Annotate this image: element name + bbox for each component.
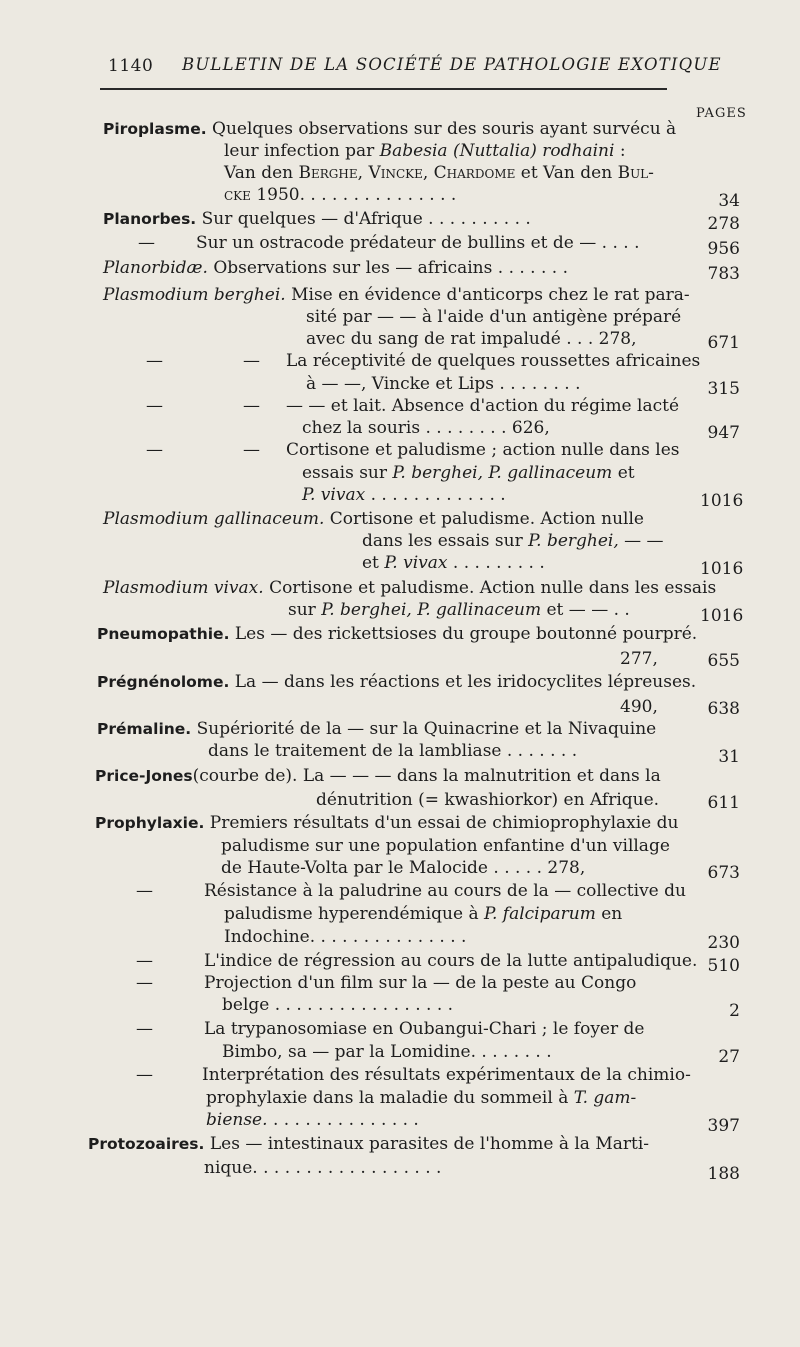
- entry-text: rodhaini: [542, 141, 615, 161]
- page-ref: 188: [707, 1164, 740, 1184]
- entry-text: P. vivax: [384, 553, 448, 573]
- entry-text: en: [601, 904, 623, 924]
- entry-text: biense.: [206, 1110, 268, 1130]
- repeat-dash: —: [243, 351, 260, 371]
- page-ref: 1016: [700, 491, 744, 511]
- entry-prophylaxie-line13: [206, 1087, 636, 1109]
- entry-piroplasme-line4: [224, 184, 456, 206]
- index-term: Protozoaires.: [88, 1135, 205, 1153]
- entry-text: P. berghei, P. gallinaceum: [392, 463, 613, 483]
- entry-prophylaxie-line5: [224, 903, 622, 925]
- page-ref: 947: [707, 423, 740, 443]
- page-ref: 510: [707, 956, 740, 976]
- entry-text: Les — des rickettsioses du groupe boutonné pourpré.: [234, 624, 698, 644]
- page-ref: 671: [707, 333, 740, 353]
- entry-text: Sur quelques — d'Afrique . . . . . . . . . .: [201, 209, 531, 229]
- entry-piroplasme-line2: [224, 140, 626, 162]
- page-ref: 673: [707, 863, 740, 883]
- repeat-dash: —: [138, 233, 155, 253]
- entry-berghei-line9: [302, 462, 635, 484]
- entry-text: P. vivax: [302, 485, 366, 505]
- entry-text: Premiers résultats d'un essai de chimioprophylaxie du: [209, 813, 679, 833]
- entry-pneumopathie-line1: [97, 623, 697, 645]
- entry-text: et: [617, 463, 635, 483]
- entry-vivax-line1: [103, 577, 716, 599]
- entry-text: prophylaxie dans la maladie du sommeil à: [206, 1088, 569, 1108]
- entry-prophylaxie-line3: de Haute-Volta par le Malocide . . . . . 278,: [221, 858, 586, 878]
- entry-text: 1950. . . . . . . . . . . . . . .: [256, 185, 457, 205]
- entry-text: . . . . . . . . .: [452, 553, 545, 573]
- entry-text: Mise en évidence d'anticorps chez le rat para-: [291, 285, 690, 305]
- index-term: Prégnénolome.: [97, 673, 230, 691]
- entry-text: . . . . . . . . . . . . . .: [272, 1110, 419, 1130]
- page-ref: 277,: [620, 649, 658, 669]
- entry-text: . . . . . . . . . . . . .: [370, 485, 506, 505]
- entry-planorbes-line2: Sur un ostracode prédateur de bullins et de — . . . .: [196, 233, 640, 253]
- page-ref: 34: [718, 191, 740, 211]
- entry-text: Observations sur les — africains . . . . . . .: [213, 258, 569, 278]
- entry-text: et: [362, 553, 379, 573]
- entry-text: (courbe de). La — — — dans la malnutrition et dans la: [192, 766, 661, 786]
- index-term: Plasmodium berghei.: [103, 285, 286, 305]
- page-number: 1140: [108, 56, 154, 76]
- author-name: Bul-: [617, 163, 654, 183]
- entry-text: P. berghei,: [528, 531, 619, 551]
- entry-planorbes-line1: [103, 208, 531, 230]
- entry-berghei-line7: chez la souris . . . . . . . . 626,: [302, 418, 550, 438]
- author-name: cke: [224, 185, 251, 205]
- entry-premaline-line1: [97, 718, 656, 740]
- page-ref: 315: [707, 379, 740, 399]
- entry-planorbidae-line1: [103, 257, 568, 279]
- entry-text: :: [619, 141, 626, 161]
- index-term: Planorbidæ.: [103, 258, 208, 278]
- entry-text: Les — intestinaux parasites de l'homme à la Marti-: [209, 1134, 650, 1154]
- entry-text: leur infection par: [224, 141, 375, 161]
- index-term: Piroplasme.: [103, 120, 207, 138]
- entry-text: P. falciparum: [484, 904, 596, 924]
- index-term: Prophylaxie.: [95, 814, 205, 832]
- index-term: Plasmodium vivax.: [103, 578, 264, 598]
- page-ref: 611: [707, 793, 740, 813]
- page-ref: 397: [707, 1116, 740, 1136]
- entry-text: essais sur: [302, 463, 388, 483]
- repeat-dash: —: [136, 1019, 153, 1039]
- index-term: Plasmodium gallinaceum.: [103, 509, 325, 529]
- pages-column-label: PAGES: [696, 106, 747, 121]
- entry-pricejones-line2: dénutrition (= kwashiorkor) en Afrique.: [316, 790, 660, 810]
- repeat-dash: —: [136, 1065, 153, 1085]
- entry-text: La — dans les réactions et les iridocyclites lépreuses.: [234, 672, 697, 692]
- entry-berghei-line5: à — —, Vincke et Lips . . . . . . . .: [306, 374, 581, 394]
- page-ref: 956: [707, 239, 740, 259]
- page-ref: 1016: [700, 606, 744, 626]
- index-term: Price-Jones: [95, 767, 193, 785]
- entry-prophylaxie-line14: [206, 1109, 419, 1131]
- author-name: Vincke,: [368, 163, 429, 183]
- entry-prophylaxie-line9: belge . . . . . . . . . . . . . . . . .: [222, 995, 454, 1015]
- entry-prophylaxie-line10: La trypanosomiase en Oubangui-Chari ; le foyer de: [204, 1019, 645, 1039]
- entry-prophylaxie-line1: [95, 812, 678, 834]
- entry-prophylaxie-line8: Projection d'un film sur la — de la peste au Congo: [204, 973, 637, 993]
- repeat-dash: —: [243, 396, 260, 416]
- page-ref: 2: [729, 1001, 740, 1021]
- journal-title: BULLETIN DE LA SOCIÉTÉ DE PATHOLOGIE EXOTIQUE: [182, 55, 722, 74]
- index-term: Pneumopathie.: [97, 625, 230, 643]
- entry-berghei-line1: [103, 284, 690, 306]
- author-name: Berghe,: [298, 163, 364, 183]
- entry-text: et — — . .: [546, 600, 630, 620]
- entry-text: sur: [288, 600, 316, 620]
- repeat-dash: —: [136, 973, 153, 993]
- entry-berghei-line8: Cortisone et paludisme ; action nulle dans les: [286, 440, 680, 460]
- entry-text: Van den: [224, 163, 294, 183]
- repeat-dash: —: [146, 440, 163, 460]
- page-ref: 31: [718, 747, 740, 767]
- entry-text: T. gam-: [573, 1088, 637, 1108]
- entry-gallinaceum-line3: [362, 552, 545, 574]
- entry-text: Babesia: [379, 141, 448, 161]
- entry-prophylaxie-line6: Indochine. . . . . . . . . . . . . . .: [224, 927, 467, 947]
- entry-premaline-line2: dans le traitement de la lambliase . . . . . . .: [208, 741, 578, 761]
- page-ref: 27: [718, 1047, 740, 1067]
- entry-berghei-line3: avec du sang de rat impaludé . . . 278,: [306, 329, 637, 349]
- entry-berghei-line6: — — et lait. Absence d'action du régime lacté: [286, 396, 680, 416]
- index-term: Prémaline.: [97, 720, 192, 738]
- entry-text: Cortisone et paludisme. Action nulle dans les essais: [269, 578, 717, 598]
- entry-text: P. berghei, P. gallinaceum: [321, 600, 542, 620]
- entry-text: paludisme hyperendémique à: [224, 904, 479, 924]
- header-rule: [100, 88, 667, 90]
- page-ref: 655: [707, 651, 740, 671]
- entry-text: Supériorité de la — sur la Quinacrine et la Nivaquine: [196, 719, 657, 739]
- entry-text: — —: [624, 531, 664, 551]
- repeat-dash: —: [136, 881, 153, 901]
- entry-prophylaxie-line11: Bimbo, sa — par la Lomidine. . . . . . . .: [222, 1042, 552, 1062]
- entry-gallinaceum-line1: [103, 508, 644, 530]
- entry-protozoaires-line2: nique. . . . . . . . . . . . . . . . . .: [204, 1158, 442, 1178]
- entry-berghei-line2: sité par — — à l'aide d'un antigène préparé: [306, 307, 682, 327]
- repeat-dash: —: [146, 396, 163, 416]
- page-ref: 638: [707, 699, 740, 719]
- repeat-dash: —: [146, 351, 163, 371]
- entry-text: Cortisone et paludisme. Action nulle: [329, 509, 644, 529]
- entry-protozoaires-line1: [88, 1133, 649, 1155]
- entry-gallinaceum-line2: [362, 530, 664, 552]
- entry-pricejones-line1: [95, 765, 661, 787]
- page-ref: 1016: [700, 559, 744, 579]
- entry-text: et Van den: [520, 163, 613, 183]
- page-ref: 230: [707, 933, 740, 953]
- entry-piroplasme-line3: [224, 162, 654, 184]
- page-ref: 783: [707, 264, 740, 284]
- index-term: Planorbes.: [103, 210, 197, 228]
- repeat-dash: —: [136, 951, 153, 971]
- repeat-dash: —: [243, 440, 260, 460]
- entry-berghei-line10: [302, 484, 506, 506]
- entry-text: Quelques observations sur des souris ayant survécu à: [212, 119, 677, 139]
- entry-pregnenolome-line1: [97, 671, 696, 693]
- page-ref: 278: [707, 214, 740, 234]
- running-header: [100, 52, 722, 82]
- entry-piroplasme-line1: [103, 118, 676, 140]
- entry-prophylaxie-line2: paludisme sur une population enfantine d'un village: [221, 836, 670, 856]
- entry-prophylaxie-line12: Interprétation des résultats expérimentaux de la chimio-: [202, 1065, 691, 1085]
- entry-text: (Nuttalia): [452, 141, 537, 161]
- page-ref: 490,: [620, 697, 658, 717]
- entry-vivax-line2: [288, 599, 630, 621]
- entry-berghei-line4: La réceptivité de quelques roussettes africaines: [286, 351, 701, 371]
- author-name: Chardome: [433, 163, 516, 183]
- entry-prophylaxie-line7: L'indice de régression au cours de la lutte antipaludique.: [204, 951, 698, 971]
- entry-text: dans les essais sur: [362, 531, 523, 551]
- entry-prophylaxie-line4: Résistance à la paludrine au cours de la — collective du: [204, 881, 686, 901]
